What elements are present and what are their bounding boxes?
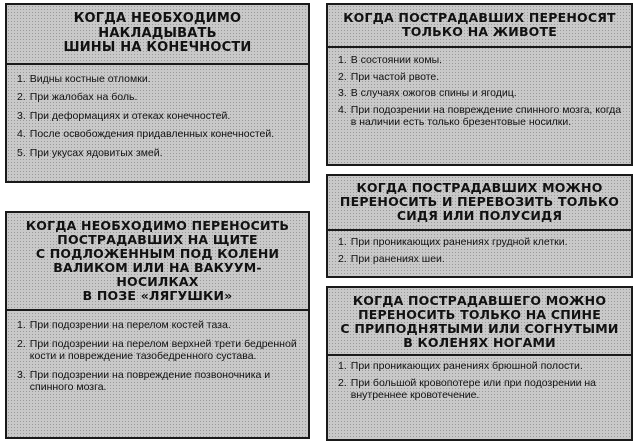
item-text: Видны костные отломки. <box>29 72 151 85</box>
list-item <box>338 377 623 402</box>
title-line: КОГДА ПОСТРАДАВШИХ ПЕРЕНОСЯТ <box>343 10 616 25</box>
title-line: С ПОДЛОЖЕННЫМ ПОД КОЛЕНИ <box>35 246 280 261</box>
item-text: При укусах ядовитых змей. <box>29 147 163 160</box>
card-title <box>7 5 308 65</box>
title-line: ПЕРЕНОСИТЬ И ПЕРЕВОЗИТЬ ТОЛЬКО <box>339 194 620 209</box>
title-line: В ПОЗЕ «ЛЯГУШКИ» <box>82 288 233 303</box>
item-number: 5. <box>17 147 26 160</box>
title-line: ВАЛИКОМ ИЛИ НА ВАКУУМ-НОСИЛКАХ <box>53 260 262 289</box>
item-text: При подозрении на повреждение позвоночника и спинного мозга. <box>29 368 271 394</box>
item-text: При частой рвоте. <box>350 70 440 83</box>
list-item <box>338 104 623 129</box>
list-item <box>17 319 300 332</box>
list-item <box>17 369 300 394</box>
card-splinting <box>5 3 310 183</box>
title-line: ШИНЫ НА КОНЕЧНОСТИ <box>63 40 252 56</box>
title-line: ПЕРЕНОСИТЬ ТОЛЬКО НА СПИНЕ <box>358 307 601 322</box>
card-title <box>328 176 631 231</box>
item-text: В состоянии комы. <box>350 54 443 66</box>
title-line: КОГДА ПОСТРАДАВШЕГО МОЖНО <box>352 293 607 308</box>
item-number: 3. <box>17 109 26 122</box>
list-item <box>17 73 300 86</box>
item-number: 1. <box>338 360 347 372</box>
item-number: 4. <box>17 128 26 141</box>
list-item <box>17 91 300 104</box>
list-item <box>17 128 300 141</box>
item-number: 1. <box>17 72 26 85</box>
card-board-transport <box>5 211 310 439</box>
list-item <box>338 71 623 84</box>
item-text: В случаях ожогов спины и ягодиц. <box>350 87 517 100</box>
item-number: 1. <box>17 319 26 331</box>
card-list <box>7 65 308 160</box>
card-title <box>328 5 631 48</box>
item-text: При деформациях и отеках конечностей. <box>29 109 231 122</box>
list-item <box>17 110 300 123</box>
list-item <box>17 147 300 160</box>
item-number: 3. <box>17 368 26 381</box>
title-line: ПОСТРАДАВШИХ НА ЩИТЕ <box>57 232 258 247</box>
item-text: При ранениях шеи. <box>350 252 445 265</box>
card-prone-transport <box>326 3 633 166</box>
card-list <box>328 48 631 129</box>
item-number: 2. <box>17 337 26 350</box>
title-line: В КОЛЕНЯХ НОГАМИ <box>403 335 556 350</box>
card-list <box>328 356 631 402</box>
item-number: 2. <box>17 91 26 104</box>
item-number: 1. <box>338 236 347 248</box>
list-item <box>338 54 623 67</box>
list-item <box>338 253 623 266</box>
item-number: 2. <box>338 252 347 265</box>
title-line: КОГДА НЕОБХОДИМО ПЕРЕНОСИТЬ <box>25 218 290 233</box>
card-sitting-transport <box>326 174 633 278</box>
card-title <box>328 288 631 356</box>
item-number: 1. <box>338 54 347 66</box>
item-text: При проникающих ранениях грудной клетки. <box>350 236 568 248</box>
list-item <box>338 236 623 249</box>
item-text: После освобождения придавленных конечностей. <box>29 128 275 141</box>
item-text: При проникающих ранениях брюшной полости. <box>350 360 583 372</box>
item-number: 3. <box>338 87 347 100</box>
item-text: При жалобах на боль. <box>29 91 138 104</box>
card-title <box>7 213 308 311</box>
list-item <box>338 360 623 373</box>
item-number: 2. <box>338 376 347 389</box>
list-item <box>17 338 300 363</box>
card-list <box>328 231 631 265</box>
item-text: При подозрении на перелом верхней трети бедренной кости и повреждение тазобедренного сустава. <box>29 337 297 363</box>
title-line: С ПРИПОДНЯТЫМИ ИЛИ СОГНУТЫМИ <box>340 321 619 336</box>
card-supine-transport <box>326 286 633 441</box>
item-text: При подозрении на перелом костей таза. <box>29 319 231 331</box>
title-line: ТОЛЬКО НА ЖИВОТЕ <box>402 24 557 39</box>
list-item <box>338 87 623 100</box>
title-line: КОГДА НЕОБХОДИМО НАКЛАДЫВАТЬ <box>73 11 242 41</box>
item-number: 4. <box>338 103 347 116</box>
item-text: При большой кровопотере или при подозрении на внутреннее кровотечение. <box>350 376 596 402</box>
card-list <box>7 311 308 394</box>
title-line: КОГДА ПОСТРАДАВШИХ МОЖНО <box>356 180 603 195</box>
title-line: СИДЯ ИЛИ ПОЛУСИДЯ <box>396 208 563 223</box>
item-number: 2. <box>338 70 347 83</box>
item-text: При подозрении на повреждение спинного мозга, когда в наличии есть только брезентовые носилки. <box>350 103 622 129</box>
